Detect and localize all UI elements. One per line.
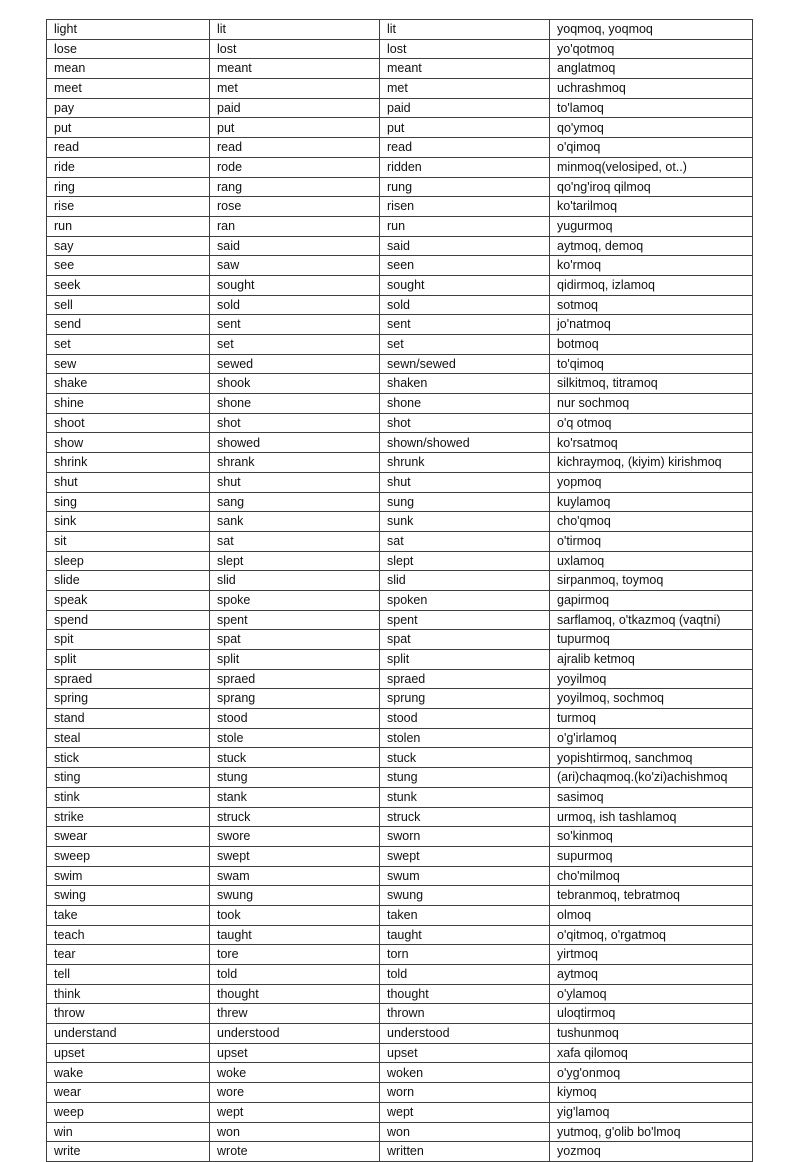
table-row (47, 157, 753, 177)
table-row (47, 177, 753, 197)
table-cell: sewed (210, 354, 380, 374)
table-cell: won (210, 1122, 380, 1142)
table-cell: slid (210, 571, 380, 591)
table-cell: wrote (210, 1142, 380, 1162)
table-cell: sit (47, 531, 210, 551)
table-cell: swam (210, 866, 380, 886)
table-cell: swum (380, 866, 550, 886)
table-row (47, 905, 753, 925)
table-cell: uchrashmoq (550, 79, 753, 99)
table-cell: uloqtirmoq (550, 1004, 753, 1024)
table-row (47, 748, 753, 768)
table-cell: stung (380, 768, 550, 788)
table-row (47, 571, 753, 591)
table-cell: shoot (47, 413, 210, 433)
table-cell: stand (47, 709, 210, 729)
table-cell: written (380, 1142, 550, 1162)
table-cell: yig'lamoq (550, 1102, 753, 1122)
table-row (47, 275, 753, 295)
table-cell: stuck (380, 748, 550, 768)
table-cell: sing (47, 492, 210, 512)
table-cell: sprung (380, 689, 550, 709)
table-cell: o'qimoq (550, 138, 753, 158)
table-cell: slept (380, 551, 550, 571)
table-cell: tore (210, 945, 380, 965)
table-cell: shone (380, 394, 550, 414)
table-row (47, 118, 753, 138)
table-cell: pay (47, 98, 210, 118)
table-cell: cho'qmoq (550, 512, 753, 532)
table-cell: read (380, 138, 550, 158)
table-cell: thought (210, 984, 380, 1004)
table-row (47, 650, 753, 670)
table-cell: stood (210, 709, 380, 729)
table-row (47, 866, 753, 886)
table-cell: swear (47, 827, 210, 847)
table-cell: said (210, 236, 380, 256)
table-row (47, 295, 753, 315)
table-cell: wept (210, 1102, 380, 1122)
table-cell: split (47, 650, 210, 670)
table-cell: sweep (47, 846, 210, 866)
table-cell: qo'ymoq (550, 118, 753, 138)
table-cell: think (47, 984, 210, 1004)
table-cell: lose (47, 39, 210, 59)
table-cell: kiymoq (550, 1083, 753, 1103)
table-row (47, 827, 753, 847)
irregular-verbs-table (46, 19, 753, 1162)
table-cell: yoyilmoq, sochmoq (550, 689, 753, 709)
table-cell: risen (380, 197, 550, 217)
table-row (47, 531, 753, 551)
table-cell: woke (210, 1063, 380, 1083)
table-row (47, 1122, 753, 1142)
table-cell: stunk (380, 787, 550, 807)
table-row (47, 354, 753, 374)
table-cell: wear (47, 1083, 210, 1103)
table-cell: yopmoq (550, 472, 753, 492)
table-cell: struck (210, 807, 380, 827)
table-cell: say (47, 236, 210, 256)
table-cell: strike (47, 807, 210, 827)
table-row (47, 945, 753, 965)
table-cell: taken (380, 905, 550, 925)
table-cell: meant (380, 59, 550, 79)
table-cell: sworn (380, 827, 550, 847)
table-row (47, 59, 753, 79)
table-cell: shook (210, 374, 380, 394)
table-cell: send (47, 315, 210, 335)
table-cell: olmoq (550, 905, 753, 925)
table-row (47, 374, 753, 394)
table-cell: stolen (380, 728, 550, 748)
table-cell: split (210, 650, 380, 670)
table-row (47, 965, 753, 985)
table-row (47, 413, 753, 433)
table-cell: write (47, 1142, 210, 1162)
table-cell: upset (210, 1043, 380, 1063)
table-cell: spoke (210, 590, 380, 610)
table-row (47, 256, 753, 276)
table-cell: kichraymoq, (kiyim) kirishmoq (550, 453, 753, 473)
table-row (47, 886, 753, 906)
table-cell: won (380, 1122, 550, 1142)
table-row (47, 335, 753, 355)
table-cell: tell (47, 965, 210, 985)
table-cell: sell (47, 295, 210, 315)
table-cell: stuck (210, 748, 380, 768)
table-cell: swept (380, 846, 550, 866)
table-cell: o'qitmoq, o'rgatmoq (550, 925, 753, 945)
table-cell: show (47, 433, 210, 453)
table-cell: sew (47, 354, 210, 374)
table-cell: sink (47, 512, 210, 532)
table-cell: gapirmoq (550, 590, 753, 610)
table-cell: light (47, 20, 210, 40)
table-cell: sarflamoq, o'tkazmoq (vaqtni) (550, 610, 753, 630)
table-cell: set (210, 335, 380, 355)
table-cell: lit (380, 20, 550, 40)
table-cell: torn (380, 945, 550, 965)
table-row (47, 79, 753, 99)
table-cell: nur sochmoq (550, 394, 753, 414)
table-cell: seen (380, 256, 550, 276)
table-cell: spraed (380, 669, 550, 689)
table-cell: (ari)chaqmoq.(ko'zi)achishmoq (550, 768, 753, 788)
table-cell: to'qimoq (550, 354, 753, 374)
table-cell: rise (47, 197, 210, 217)
table-row (47, 1024, 753, 1044)
table-cell: sent (210, 315, 380, 335)
table-row (47, 1063, 753, 1083)
table-cell: ridden (380, 157, 550, 177)
table-row (47, 787, 753, 807)
table-row (47, 728, 753, 748)
table-cell: slid (380, 571, 550, 591)
table-row (47, 433, 753, 453)
table-cell: understand (47, 1024, 210, 1044)
table-cell: cho'milmoq (550, 866, 753, 886)
table-cell: sat (210, 531, 380, 551)
table-cell: sat (380, 531, 550, 551)
table-cell: split (380, 650, 550, 670)
table-cell: kuylamoq (550, 492, 753, 512)
table-cell: spit (47, 630, 210, 650)
table-cell: shine (47, 394, 210, 414)
table-cell: saw (210, 256, 380, 276)
table-cell: shut (210, 472, 380, 492)
table-cell: took (210, 905, 380, 925)
table-cell: tushunmoq (550, 1024, 753, 1044)
table-cell: o'tirmoq (550, 531, 753, 551)
table-cell: shrink (47, 453, 210, 473)
table-row (47, 925, 753, 945)
table-cell: turmoq (550, 709, 753, 729)
table-cell: botmoq (550, 335, 753, 355)
table-cell: spend (47, 610, 210, 630)
table-cell: weep (47, 1102, 210, 1122)
table-row (47, 236, 753, 256)
table-row (47, 216, 753, 236)
table-cell: see (47, 256, 210, 276)
table-cell: swore (210, 827, 380, 847)
table-cell: ko'tarilmoq (550, 197, 753, 217)
table-cell: meant (210, 59, 380, 79)
table-cell: meet (47, 79, 210, 99)
table-cell: sting (47, 768, 210, 788)
table-cell: upset (47, 1043, 210, 1063)
table-cell: sold (210, 295, 380, 315)
table-cell: o'q otmoq (550, 413, 753, 433)
table-cell: told (380, 965, 550, 985)
table-cell: slept (210, 551, 380, 571)
table-cell: yoyilmoq (550, 669, 753, 689)
table-cell: ajralib ketmoq (550, 650, 753, 670)
table-cell: said (380, 236, 550, 256)
table-cell: jo'natmoq (550, 315, 753, 335)
table-cell: ring (47, 177, 210, 197)
table-cell: qo'ng'iroq qilmoq (550, 177, 753, 197)
table-cell: swung (380, 886, 550, 906)
table-row (47, 630, 753, 650)
table-row (47, 1004, 753, 1024)
table-cell: put (380, 118, 550, 138)
table-cell: shrank (210, 453, 380, 473)
table-cell: rode (210, 157, 380, 177)
table-cell: put (210, 118, 380, 138)
table-cell: swept (210, 846, 380, 866)
table-cell: spraed (210, 669, 380, 689)
table-cell: shaken (380, 374, 550, 394)
table-cell: showed (210, 433, 380, 453)
table-cell: wake (47, 1063, 210, 1083)
table-row (47, 590, 753, 610)
table-cell: yirtmoq (550, 945, 753, 965)
table-row (47, 138, 753, 158)
table-row (47, 807, 753, 827)
table-cell: thrown (380, 1004, 550, 1024)
table-body (47, 20, 753, 1162)
table-cell: paid (380, 98, 550, 118)
table-cell: sold (380, 295, 550, 315)
table-row (47, 610, 753, 630)
table-cell: stink (47, 787, 210, 807)
table-cell: shown/showed (380, 433, 550, 453)
table-cell: aytmoq, demoq (550, 236, 753, 256)
table-cell: urmoq, ish tashlamoq (550, 807, 753, 827)
table-cell: stole (210, 728, 380, 748)
table-cell: to'lamoq (550, 98, 753, 118)
table-row (47, 512, 753, 532)
table-row (47, 315, 753, 335)
table-cell: sought (380, 275, 550, 295)
table-row (47, 768, 753, 788)
table-cell: swing (47, 886, 210, 906)
table-cell: aytmoq (550, 965, 753, 985)
table-cell: o'ylamoq (550, 984, 753, 1004)
table-cell: shut (47, 472, 210, 492)
table-row (47, 689, 753, 709)
table-cell: shone (210, 394, 380, 414)
table-cell: yoqmoq, yoqmoq (550, 20, 753, 40)
table-cell: sank (210, 512, 380, 532)
table-cell: sought (210, 275, 380, 295)
table-cell: shot (210, 413, 380, 433)
table-row (47, 1142, 753, 1162)
table-cell: stank (210, 787, 380, 807)
table-cell: spat (380, 630, 550, 650)
table-cell: take (47, 905, 210, 925)
table-row (47, 492, 753, 512)
table-row (47, 846, 753, 866)
table-cell: yutmoq, g'olib bo'lmoq (550, 1122, 753, 1142)
table-cell: put (47, 118, 210, 138)
table-cell: shut (380, 472, 550, 492)
table-row (47, 984, 753, 1004)
table-cell: ko'rmoq (550, 256, 753, 276)
table-cell: yopishtirmoq, sanchmoq (550, 748, 753, 768)
table-cell: set (47, 335, 210, 355)
table-row (47, 98, 753, 118)
table-cell: rang (210, 177, 380, 197)
table-cell: struck (380, 807, 550, 827)
table-cell: wore (210, 1083, 380, 1103)
table-cell: supurmoq (550, 846, 753, 866)
table-cell: set (380, 335, 550, 355)
table-cell: swim (47, 866, 210, 886)
table-row (47, 39, 753, 59)
table-cell: tupurmoq (550, 630, 753, 650)
table-cell: paid (210, 98, 380, 118)
table-cell: stung (210, 768, 380, 788)
table-cell: met (210, 79, 380, 99)
table-cell: told (210, 965, 380, 985)
table-cell: wept (380, 1102, 550, 1122)
table-cell: swung (210, 886, 380, 906)
table-cell: understood (210, 1024, 380, 1044)
table-row (47, 669, 753, 689)
table-cell: worn (380, 1083, 550, 1103)
table-cell: sotmoq (550, 295, 753, 315)
table-cell: shake (47, 374, 210, 394)
table-cell: so'kinmoq (550, 827, 753, 847)
table-cell: sang (210, 492, 380, 512)
table-cell: spraed (47, 669, 210, 689)
table-cell: qidirmoq, izlamoq (550, 275, 753, 295)
table-cell: taught (210, 925, 380, 945)
table-row (47, 20, 753, 40)
table-cell: steal (47, 728, 210, 748)
table-cell: seek (47, 275, 210, 295)
table-cell: sewn/sewed (380, 354, 550, 374)
table-row (47, 472, 753, 492)
table-row (47, 1083, 753, 1103)
table-row (47, 1043, 753, 1063)
table-row (47, 197, 753, 217)
table-cell: spent (380, 610, 550, 630)
table-cell: rose (210, 197, 380, 217)
table-cell: lost (210, 39, 380, 59)
table-cell: anglatmoq (550, 59, 753, 79)
table-cell: taught (380, 925, 550, 945)
table-cell: run (380, 216, 550, 236)
table-cell: sasimoq (550, 787, 753, 807)
table-cell: stood (380, 709, 550, 729)
table-cell: sprang (210, 689, 380, 709)
table-cell: teach (47, 925, 210, 945)
table-row (47, 453, 753, 473)
table-cell: spring (47, 689, 210, 709)
table-cell: thought (380, 984, 550, 1004)
table-cell: o'yg'onmoq (550, 1063, 753, 1083)
table-cell: throw (47, 1004, 210, 1024)
table-cell: understood (380, 1024, 550, 1044)
table-cell: spat (210, 630, 380, 650)
table-cell: minmoq(velosiped, ot..) (550, 157, 753, 177)
table-cell: spoken (380, 590, 550, 610)
table-cell: shrunk (380, 453, 550, 473)
table-cell: rung (380, 177, 550, 197)
table-cell: tear (47, 945, 210, 965)
table-cell: yugurmoq (550, 216, 753, 236)
table-cell: ride (47, 157, 210, 177)
table-cell: threw (210, 1004, 380, 1024)
table-cell: spent (210, 610, 380, 630)
table-cell: win (47, 1122, 210, 1142)
table-cell: mean (47, 59, 210, 79)
table-cell: upset (380, 1043, 550, 1063)
table-cell: uxlamoq (550, 551, 753, 571)
table-cell: sung (380, 492, 550, 512)
table-row (47, 709, 753, 729)
table-cell: stick (47, 748, 210, 768)
table-cell: ran (210, 216, 380, 236)
table-cell: lit (210, 20, 380, 40)
table-cell: woken (380, 1063, 550, 1083)
table-cell: sunk (380, 512, 550, 532)
table-cell: read (210, 138, 380, 158)
table-cell: speak (47, 590, 210, 610)
table-cell: yo'qotmoq (550, 39, 753, 59)
table-cell: lost (380, 39, 550, 59)
table-cell: ko'rsatmoq (550, 433, 753, 453)
table-cell: run (47, 216, 210, 236)
table-cell: o'g'irlamoq (550, 728, 753, 748)
table-cell: slide (47, 571, 210, 591)
table-cell: read (47, 138, 210, 158)
table-cell: shot (380, 413, 550, 433)
table-row (47, 551, 753, 571)
table-cell: yozmoq (550, 1142, 753, 1162)
table-row (47, 1102, 753, 1122)
table-row (47, 394, 753, 414)
table-cell: sent (380, 315, 550, 335)
table-cell: xafa qilomoq (550, 1043, 753, 1063)
table-cell: tebranmoq, tebratmoq (550, 886, 753, 906)
table-cell: met (380, 79, 550, 99)
table-cell: sirpanmoq, toymoq (550, 571, 753, 591)
table-cell: sleep (47, 551, 210, 571)
table-cell: silkitmoq, titramoq (550, 374, 753, 394)
